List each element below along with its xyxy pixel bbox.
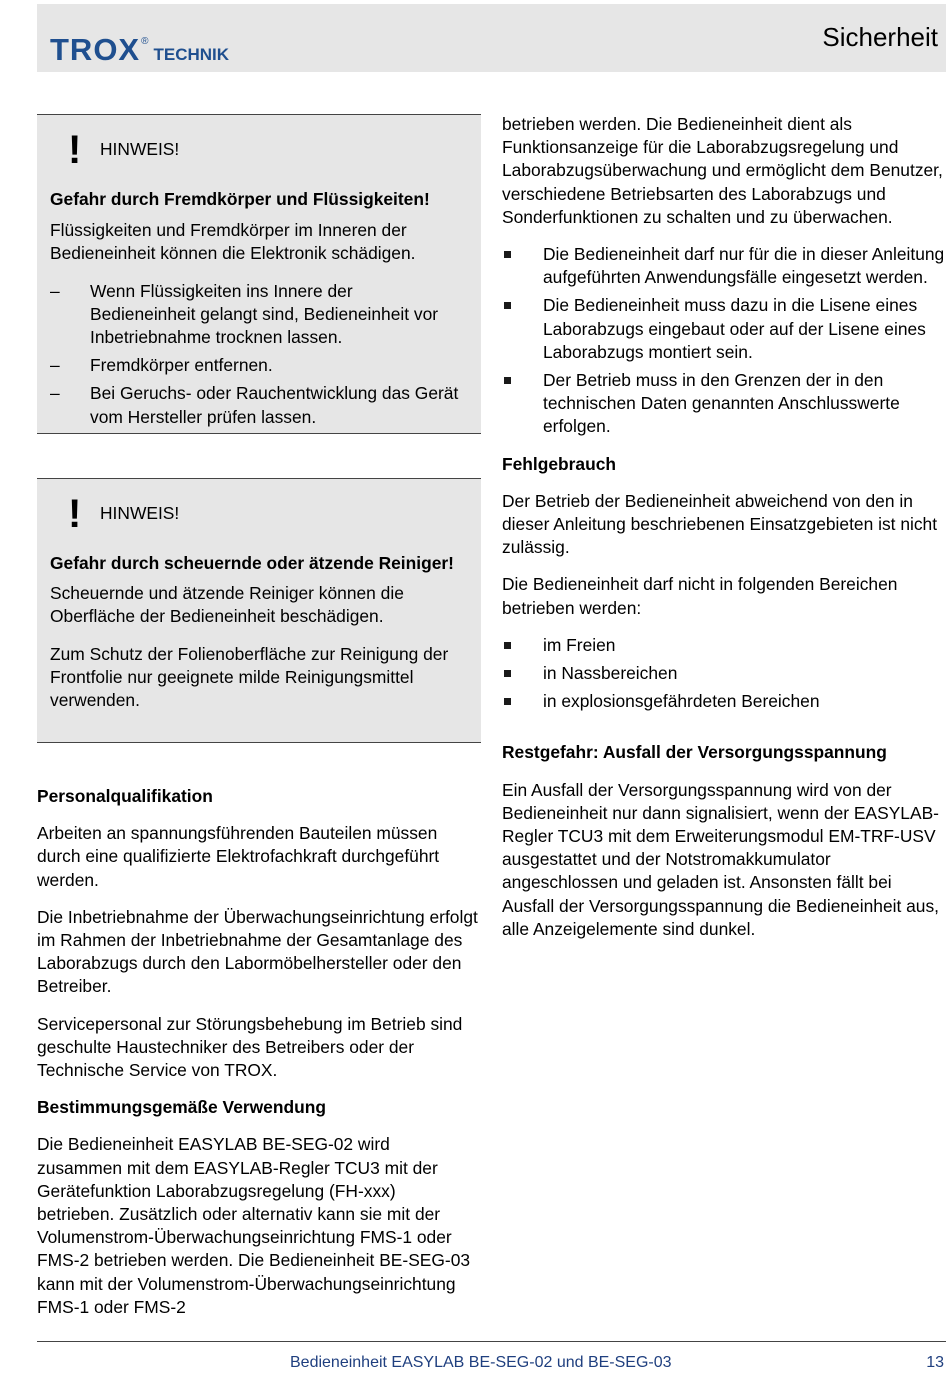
misuse-list [502,634,946,714]
notice-foreign-bodies [37,114,481,434]
exclamation-icon: ! [68,128,82,172]
notice-header [50,494,480,534]
page-header [37,4,946,72]
paragraph: Ein Ausfall der Versorgungsspannung wird von der Bedieneinheit nur dann signalisiert, wenn der EASYLAB-Regler TCU3 mit dem Erweiterungsmodul EM-TRF-USV ausgestattet und der Notstromakkumulator angeschlossen und geladen ist. Ansonsten fällt bei Ausfall der Versorgungsspannung die Bedieneinheit aus, alle Anzeigelemente sind dunkel. [502,779,940,939]
footer-divider [37,1341,946,1342]
usage-list [502,243,946,439]
section-heading-personal: Personalqualifikation [37,786,213,806]
notice-label: HINWEIS! [100,503,180,524]
paragraph: Arbeiten an spannungsführenden Bauteilen müssen durch eine qualifizierte Elektrofachkraft durchgeführt werden. [37,823,440,890]
exclamation-icon: ! [68,492,82,536]
section-heading-residual: Restgefahr: Ausfall der Versorgungsspannung [502,742,887,763]
paragraph: Die Bedieneinheit EASYLAB BE-SEG-02 wird zusammen mit dem EASYLAB-Regler TCU3 mit der Gerätefunktion Laborabzugsregelung (FH-xxx) betrieben. Zusätzlich oder alternativ kann sie mit der Volumenstrom-Überwachungseinrichtung FMS-1 oder FMS-2 betrieben werden. Die Bedieneinheit BE-SEG-03 kann mit der Volumenstrom-Überwachungseinrichtung FMS-1 oder FMS-2 [37,1134,471,1317]
left-column-text [37,785,485,1319]
notice-label: HINWEIS! [100,139,180,160]
list-item: im Freien [502,634,946,657]
section-heading-misuse: Fehlgebrauch [502,453,617,474]
paragraph: Der Betrieb der Bedieneinheit abweichend von den in dieser Anleitung beschriebenen Einsatzgebieten ist nicht zulässig. [502,490,938,558]
list-item: in Nassbereichen [502,662,946,685]
notice-heading: Gefahr durch scheuernde oder ätzende Reiniger! [50,553,454,573]
section-title: Sicherheit [822,22,938,52]
paragraph: betrieben werden. Die Bedieneinheit dient als Funktionsanzeige für die Laborabzugsregelung und Laborabzugsüberwachung und ermöglicht dem Benutzer, verschiedene Betriebsarten des Laborabzugs und Sonderfunktionen zu schalten und zu überwachen. [502,114,943,227]
list-item: – Wenn Flüssigkeiten ins Innere der Bedieneinheit gelangt sind, Bedieneinheit vor Inbetriebnahme trocknen lassen. [50,280,439,348]
list-item: Der Betrieb muss in den Grenzen der in den technischen Daten genannten Anschlusswerte erfolgen. [502,369,946,439]
notice-text: Flüssigkeiten und Fremdkörper im Inneren der Bedieneinheit können die Elektronik schädigen. [50,220,416,264]
notice-text: Zum Schutz der Folienoberfläche zur Reinigung der Frontfolie nur geeignete milde Reinigungsmittel verwenden. [50,643,449,711]
trox-logo [50,34,229,65]
paragraph: Die Inbetriebnahme der Überwachungseinrichtung erfolgt im Rahmen der Inbetriebnahme der Gesamtanlage des Laborabzugs durch den Labormöbelhersteller oder den Betreiber. [37,906,478,997]
list-item: in explosionsgefährdeten Bereichen [502,690,946,713]
notice-heading: Gefahr durch Fremdkörper und Flüssigkeiten! [50,189,430,209]
list-item: – Fremdkörper entfernen. [50,355,273,376]
footer-title: Bedieneinheit EASYLAB BE-SEG-02 und BE-SEG-03 [290,1354,672,1371]
paragraph: Die Bedieneinheit darf nicht in folgenden Bereichen betrieben werden: [502,574,898,618]
logo-registered-mark: ® [141,36,149,47]
paragraph: Servicepersonal zur Störungsbehebung im Betrieb sind geschulte Haustechniker des Betreibers oder der Technische Service von TROX. [37,1013,463,1081]
section-heading-usage: Bestimmungsgemäße Verwendung [37,1097,326,1118]
list-item: – Bei Geruchs- oder Rauchentwicklung das Gerät vom Hersteller prüfen lassen. [50,383,459,427]
list-item: Die Bedieneinheit darf nur für die in dieser Anleitung aufgeführten Anwendungsfälle eingesetzt werden. [502,243,946,289]
right-column-text [502,113,946,941]
notice-text: Scheuernde und ätzende Reiniger können die Oberfläche der Bedieneinheit beschädigen. [50,583,404,627]
list-item: Die Bedieneinheit muss dazu in die Lisene eines Laborabzugs eingebaut oder auf der Lisene eines Laborabzugs montiert sein. [502,294,946,364]
logo-trox-text: TROX [50,32,141,67]
notice-action-list [50,280,460,429]
notice-header [50,130,480,170]
page-number: 13 [926,1354,944,1371]
notice-cleaners [37,478,481,743]
logo-technik-text: TECHNIK [153,45,230,64]
